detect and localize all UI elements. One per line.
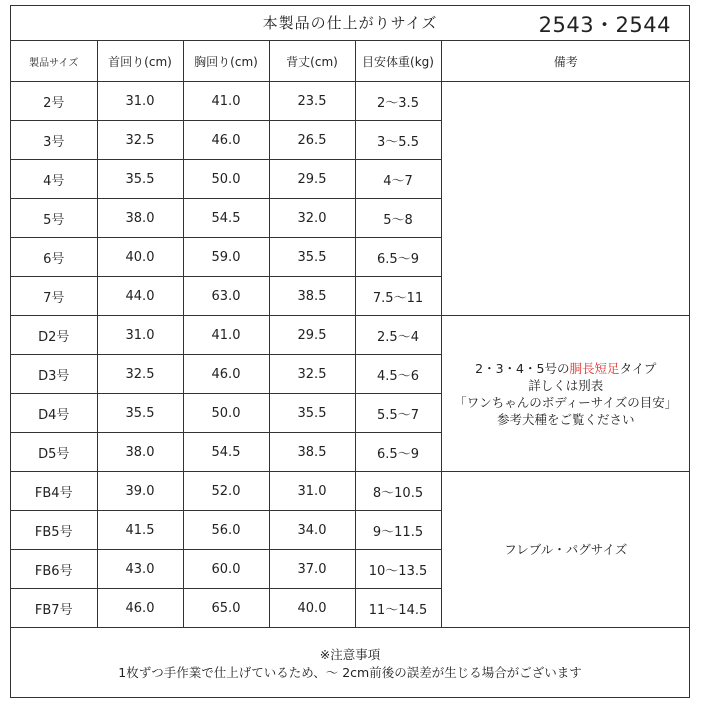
value-cell: 29.5 <box>269 316 355 355</box>
value-cell: 56.0 <box>183 511 269 550</box>
value-cell: 60.0 <box>183 550 269 589</box>
value-cell: 38.0 <box>97 433 183 472</box>
table-row <box>11 316 690 355</box>
value-cell: 6.5〜9 <box>355 238 441 277</box>
size-cell: 6号 <box>11 238 97 277</box>
value-cell: 35.5 <box>97 394 183 433</box>
column-header: 胸回り(cm) <box>183 41 269 82</box>
page-title: 本製品の仕上がりサイズ <box>262 14 438 32</box>
value-cell: 59.0 <box>183 238 269 277</box>
title-row <box>11 6 689 41</box>
value-cell: 54.5 <box>183 433 269 472</box>
value-cell: 5.5〜7 <box>355 394 441 433</box>
table-header-row <box>11 41 690 82</box>
value-cell: 46.0 <box>183 355 269 394</box>
column-header: 首回り(cm) <box>97 41 183 82</box>
value-cell: 34.0 <box>269 511 355 550</box>
size-table <box>11 40 690 628</box>
value-cell: 35.5 <box>269 238 355 277</box>
value-cell: 43.0 <box>97 550 183 589</box>
size-cell: 2号 <box>11 82 97 121</box>
value-cell: 32.5 <box>97 121 183 160</box>
size-cell: D3号 <box>11 355 97 394</box>
value-cell: 6.5〜9 <box>355 433 441 472</box>
remark-text: 2・3・4・5号の <box>475 360 570 376</box>
notice-text: 1枚ずつ手作業で仕上げているため、〜 2cm前後の誤差が生じる場合がございます <box>118 665 582 680</box>
footer-notice <box>11 623 689 697</box>
size-cell: FB7号 <box>11 589 97 628</box>
value-cell: 40.0 <box>97 238 183 277</box>
remarks-cell-fb-type: フレブル・パグサイズ <box>441 472 690 628</box>
value-cell: 26.5 <box>269 121 355 160</box>
value-cell: 31.0 <box>97 82 183 121</box>
size-cell: FB5号 <box>11 511 97 550</box>
value-cell: 35.5 <box>97 160 183 199</box>
value-cell: 9〜11.5 <box>355 511 441 550</box>
value-cell: 11〜14.5 <box>355 589 441 628</box>
table-row <box>11 82 690 121</box>
value-cell: 29.5 <box>269 160 355 199</box>
size-cell: D5号 <box>11 433 97 472</box>
value-cell: 46.0 <box>183 121 269 160</box>
value-cell: 8〜10.5 <box>355 472 441 511</box>
size-cell: 3号 <box>11 121 97 160</box>
value-cell: 23.5 <box>269 82 355 121</box>
value-cell: 39.0 <box>97 472 183 511</box>
size-cell: 7号 <box>11 277 97 316</box>
value-cell: 38.5 <box>269 277 355 316</box>
size-cell: FB6号 <box>11 550 97 589</box>
model-number: 2543・2544 <box>538 13 671 37</box>
value-cell: 50.0 <box>183 160 269 199</box>
remark-line: 参考犬種をご覧ください <box>496 411 635 427</box>
value-cell: 41.0 <box>183 316 269 355</box>
size-cell: D4号 <box>11 394 97 433</box>
value-cell: 50.0 <box>183 394 269 433</box>
value-cell: 52.0 <box>183 472 269 511</box>
size-cell: 5号 <box>11 199 97 238</box>
notice-heading: ※注意事項 <box>319 647 381 662</box>
value-cell: 31.0 <box>269 472 355 511</box>
value-cell: 4〜7 <box>355 160 441 199</box>
remarks-cell-d-type <box>441 316 690 472</box>
remark-highlight: 胴長短足 <box>569 360 620 376</box>
remarks-cell-standard <box>441 82 690 316</box>
value-cell: 4.5〜6 <box>355 355 441 394</box>
value-cell: 35.5 <box>269 394 355 433</box>
value-cell: 46.0 <box>97 589 183 628</box>
remark-line: 「ワンちゃんのボディーサイズの目安」 <box>454 394 678 410</box>
column-header: 目安体重(kg) <box>355 41 441 82</box>
value-cell: 41.5 <box>97 511 183 550</box>
size-cell: FB4号 <box>11 472 97 511</box>
size-cell: 4号 <box>11 160 97 199</box>
value-cell: 2〜3.5 <box>355 82 441 121</box>
value-cell: 44.0 <box>97 277 183 316</box>
remark-line: 詳しくは別表 <box>528 377 604 393</box>
value-cell: 54.5 <box>183 199 269 238</box>
remark-line <box>446 360 687 377</box>
column-header: 製品サイズ <box>11 41 97 82</box>
value-cell: 32.5 <box>97 355 183 394</box>
value-cell: 32.0 <box>269 199 355 238</box>
value-cell: 7.5〜11 <box>355 277 441 316</box>
value-cell: 40.0 <box>269 589 355 628</box>
value-cell: 65.0 <box>183 589 269 628</box>
value-cell: 38.0 <box>97 199 183 238</box>
value-cell: 10〜13.5 <box>355 550 441 589</box>
value-cell: 63.0 <box>183 277 269 316</box>
table-body <box>11 82 690 628</box>
remark-text: タイプ <box>619 360 657 376</box>
column-header: 備考 <box>441 41 690 82</box>
size-chart-sheet <box>10 5 690 698</box>
value-cell: 41.0 <box>183 82 269 121</box>
value-cell: 2.5〜4 <box>355 316 441 355</box>
table-row <box>11 472 690 511</box>
column-header: 背丈(cm) <box>269 41 355 82</box>
value-cell: 31.0 <box>97 316 183 355</box>
value-cell: 38.5 <box>269 433 355 472</box>
value-cell: 5〜8 <box>355 199 441 238</box>
value-cell: 3〜5.5 <box>355 121 441 160</box>
value-cell: 37.0 <box>269 550 355 589</box>
value-cell: 32.5 <box>269 355 355 394</box>
size-cell: D2号 <box>11 316 97 355</box>
